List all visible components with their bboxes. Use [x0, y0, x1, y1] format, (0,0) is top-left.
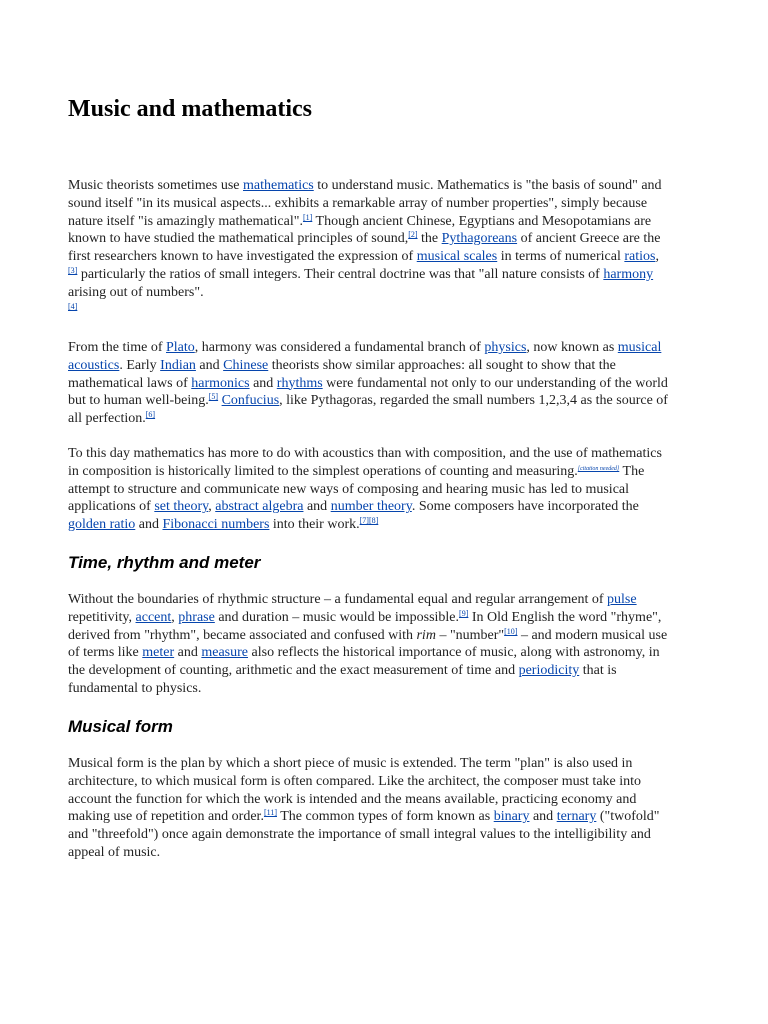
ref-11[interactable]: [11]: [263, 808, 277, 818]
text: and duration – music would be impossible.: [214, 609, 460, 625]
link-confucius[interactable]: Confucius: [221, 393, 280, 409]
link-abstract-algebra[interactable]: abstract algebra: [215, 499, 304, 515]
link-pulse[interactable]: pulse: [607, 592, 637, 607]
text: of ancient Greece are the first researchers known to have investigated the expression of: [68, 231, 661, 265]
ref-1[interactable]: [1]: [302, 212, 313, 222]
text: and: [174, 645, 202, 661]
section-heading-rhythm: Time, rhythm and meter: [68, 553, 261, 572]
ref-7[interactable]: [7]: [359, 516, 369, 526]
text: From the time of: [68, 340, 166, 355]
ref-2[interactable]: [2]: [408, 230, 418, 240]
link-meter[interactable]: meter: [142, 645, 175, 661]
link-mathematics[interactable]: mathematics: [243, 178, 314, 193]
form-paragraph: [68, 755, 668, 862]
text: also reflects the historical importance of music, along with astronomy, in the development of counting, arithmetic and the exact measurement of time and: [68, 645, 660, 679]
link-indian[interactable]: Indian: [160, 357, 196, 373]
section-heading-form: Musical form: [68, 717, 173, 736]
text: into their work.: [269, 517, 360, 533]
text: – "number": [435, 627, 505, 643]
text: and: [195, 357, 224, 373]
text: Musical form is the plan by which a short piece of music is extended. The term "plan" is also used in architecture, to which musical form is often compared. Like the architect, the composer must take into account the function for which the work is intended and the means available, practicing economy and making use of repetition and order.: [68, 756, 642, 825]
text: the: [417, 231, 442, 247]
text: In Old English the word "rhyme", derived from "rhythm", became associated and confused with: [68, 609, 662, 643]
text: and: [135, 517, 163, 533]
text: The attempt to structure and communicate new ways of composing and hearing music has led to musical applications of: [68, 463, 645, 515]
composition-paragraph: [68, 445, 668, 534]
link-number-theory[interactable]: number theory: [330, 499, 412, 515]
text: arising out of numbers".: [68, 284, 204, 300]
text: and: [303, 499, 331, 515]
text: ,: [171, 609, 179, 625]
link-pythagoreans[interactable]: Pythagoreans: [441, 231, 518, 247]
link-set-theory[interactable]: set theory: [154, 499, 209, 515]
text: and: [529, 809, 557, 825]
text: , harmony was considered a fundamental branch of: [194, 340, 485, 355]
text: ,: [208, 499, 216, 515]
text: ("twofold" and "threefold") once again demonstrate the importance of small integral values to the intelligibility and appeal of music.: [68, 809, 660, 860]
text: Music theorists sometimes use: [68, 178, 243, 193]
link-golden-ratio[interactable]: golden ratio: [68, 517, 136, 533]
link-physics[interactable]: physics: [484, 340, 527, 355]
citation-needed-link[interactable]: [citation needed]: [577, 465, 620, 472]
text: – and modern musical use of terms like: [68, 627, 668, 661]
text: and: [249, 375, 277, 391]
ref-6[interactable]: [6]: [145, 410, 156, 420]
link-phrase[interactable]: phrase: [178, 609, 215, 625]
history-paragraph: [68, 339, 668, 428]
link-chinese[interactable]: Chinese: [223, 357, 269, 373]
text: , now known as: [526, 340, 618, 355]
text: . Some composers have incorporated the: [411, 499, 639, 515]
intro-paragraph: [68, 177, 668, 319]
text: . Early: [119, 357, 161, 373]
link-harmony[interactable]: harmony: [603, 266, 654, 282]
text: particularly the ratios of small integers. Their central doctrine was that "all nature consists of: [77, 266, 604, 282]
ref-4[interactable]: [4]: [68, 301, 78, 311]
link-rhythms[interactable]: rhythms: [276, 375, 323, 391]
text: to understand music. Mathematics is "the basis of sound" and sound itself "in its musical aspects... exhibits a remarkable array of number properties", simply because nature itself "is amazingly mathematical".: [68, 178, 662, 229]
ref-5[interactable]: [5]: [208, 392, 219, 402]
ref-10[interactable]: [10]: [504, 626, 518, 636]
text: theorists show similar approaches: all sought to show that the mathematical laws of: [68, 357, 616, 391]
text: repetitivity,: [68, 609, 136, 625]
link-plato[interactable]: Plato: [166, 340, 195, 355]
text: that is fundamental to physics.: [68, 663, 617, 696]
link-ternary[interactable]: ternary: [556, 809, 597, 825]
text: The common types of form known as: [276, 809, 494, 825]
text: To this day mathematics has more to do with acoustics than with composition, and the use of mathematics in composition is historically limited to the simplest operations of counting and measuring.: [68, 446, 662, 479]
link-musical-acoustics[interactable]: musical acoustics: [68, 340, 662, 373]
text: Without the boundaries of rhythmic structure – a fundamental equal and regular arrangement of: [68, 592, 608, 607]
link-measure[interactable]: measure: [201, 645, 249, 661]
link-fibonacci-numbers[interactable]: Fibonacci numbers: [162, 517, 270, 533]
link-binary[interactable]: binary: [493, 809, 530, 825]
link-musical-scales[interactable]: musical scales: [416, 249, 498, 265]
link-periodicity[interactable]: periodicity: [518, 663, 580, 679]
ref-3[interactable]: [3]: [68, 265, 78, 275]
link-harmonics[interactable]: harmonics: [191, 375, 250, 391]
ref-8[interactable]: [8]: [368, 516, 379, 526]
page-title: Music and mathematics: [68, 96, 312, 122]
text: Though ancient Chinese, Egyptians and Mesopotamians are known to have studied the mathematical principles of sound,: [68, 213, 652, 247]
text: , like Pythagoras, regarded the small numbers 1,2,3,4 as the source of all perfection.: [68, 393, 668, 427]
italic-rim: rim: [416, 627, 436, 643]
text: ,: [655, 249, 659, 265]
text: in terms of numerical: [497, 249, 625, 265]
rhythm-paragraph: [68, 591, 668, 698]
link-ratios[interactable]: ratios: [624, 249, 656, 265]
ref-9[interactable]: [9]: [459, 608, 469, 618]
text: were fundamental not only to our understanding of the world but to human well-being.: [68, 375, 668, 409]
link-accent[interactable]: accent: [135, 609, 172, 625]
